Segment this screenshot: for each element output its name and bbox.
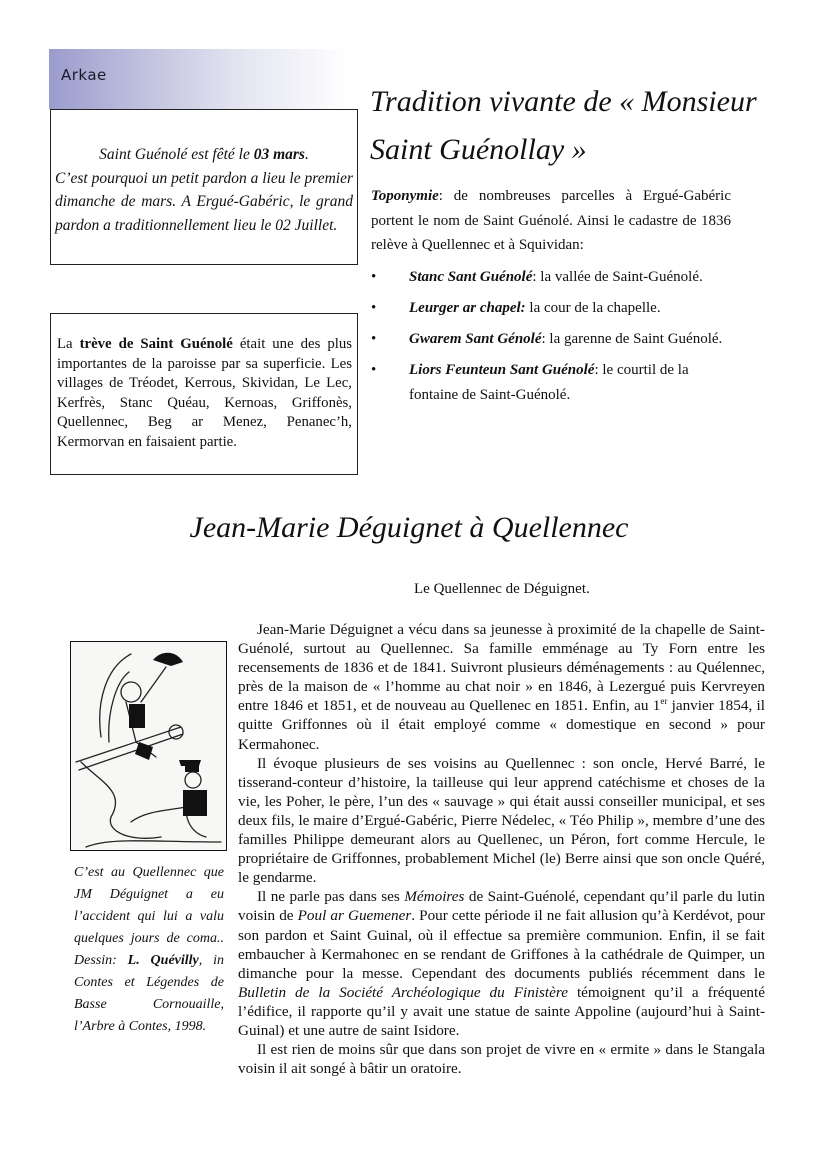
- paragraph-1: Jean-Marie Déguignet a vécu dans sa jeunesse à proximité de la chapelle de Saint-Guénolé, surtout au Quellennec. Sa famille emménage au Ty Forn entre les recensements de 1836 et de 1841. Suivront plusieurs déménagements : au Quélennec, près de la maison de « l’homme au chat noir » en 1846, à Lezergué puis Kervreyen entre 1846 et 1851, et de nouveau au Quellenec en 1851. Enfin, au 1er janvier 1854, il quitte Griffonnes où il était employé comme « domestique en second » pour Kermahonec.: [238, 621, 765, 753]
- bullet-icon: •: [371, 362, 377, 378]
- article-body: [238, 620, 765, 1078]
- toponymie-term: Toponymie: [371, 188, 439, 204]
- illustration-caption: C’est au Quellennec que JM Déguignet a eu l’accident qui lui a valu quelques jours de coma.. Dessin: L. Quévilly, in Contes et Légendes de Basse Cornouaille, l’Arbre à Contes, 1998.: [74, 865, 225, 1034]
- feast-day-line: Saint Guénolé est fêté le 03 mars.: [99, 146, 309, 163]
- header-band: [49, 49, 350, 109]
- paragraph-3: Il ne parle pas dans ses Mémoires de Saint-Guénolé, cependant qu’il parle du lutin voisin de Poul ar Guemener. Pour cette période il ne fait allusion qu’à Kerdévot, pour son pardon et Saint Guinal, où il effectue sa première communion. Enfin, il se fait embaucher à Kermahonec en se rendant de Griffones à la cathédrale de Quimper, un dimanche pour la messe. Cependant des documents publiés récemment dans le Bulletin de la Société Archéologique du Finistère témoignent qu’il a fréquenté l’édifice, il rapporte qu’il y avait une statue de sainte Appoline (aujourd’hui à Saint-Guinal) et une autre de saint Isidore.: [238, 888, 765, 1039]
- treve-box: [50, 313, 358, 475]
- feast-day-box: [50, 109, 358, 265]
- bullet-icon: •: [371, 300, 377, 316]
- section-title-deguignet: Jean-Marie Déguignet à Quellennec: [189, 511, 629, 544]
- feast-date: 03 mars: [253, 146, 305, 163]
- paragraph-2: Il évoque plusieurs de ses voisins au Quellennec : son oncle, Hervé Barré, le tisserand-conteur d’histoire, la tailleuse qui leur apprend catéchisme et choses de la vie, les Poher, le père, l’un des « sauvage » qui était aussi conseiller municipal, et ses deux fils, le maire d’Ergué-Gabéric, Pierre Nédelec, « Téo Philip », membre d’une des familles Philippe demeurant alors au Quellenec, un Péron, fort comme Hercule, le propriétaire de Griffonnes, probablement Michel (le) Berre ainsi que son oncle Quéré, le gendarme.: [238, 754, 765, 887]
- toponym-list: [371, 265, 731, 414]
- list-item: • Liors Feunteun Sant Guénolé: le courtil de la fontaine de Saint-Guénolé.: [371, 358, 731, 408]
- section-title-tradition: Tradition vivante de « Monsieur Saint Guénollay »: [370, 85, 757, 166]
- cartoon-illustration: [70, 641, 227, 851]
- treve-text: La trève de Saint Guénolé était une des plus importantes de la paroisse par sa superficie. Les villages de Tréodet, Kerrous, Skividan, Le Lec, Kerfrès, Stanc Quéau, Kernoas, Griffonès, Quellennec, Beg ar Menez, Penanec’h, Kermorvan en faisaient partie.: [57, 336, 352, 450]
- bullet-icon: •: [371, 331, 377, 347]
- feast-day-text: C’est pourquoi un petit pardon a lieu le premier dimanche de mars. A Ergué-Gabéric, le grand pardon a traditionnellement lieu le 02 Juillet.: [55, 169, 353, 234]
- cartoon-drawing-icon: [71, 642, 225, 849]
- list-item: • Gwarem Sant Génolé: la garenne de Saint Guénolé.: [371, 327, 731, 352]
- caption-author: L. Quévilly: [127, 953, 199, 968]
- treve-term: trève de Saint Guénolé: [79, 336, 233, 352]
- section-subtitle: Le Quellennec de Déguignet.: [414, 581, 590, 597]
- list-item: • Stanc Sant Guénolé: la vallée de Saint-Guénolé.: [371, 265, 731, 290]
- list-item: • Leurger ar chapel: la cour de la chapelle.: [371, 296, 731, 321]
- bullet-icon: •: [371, 269, 377, 285]
- brand-label: Arkae: [61, 66, 107, 84]
- toponymie-intro: Toponymie: de nombreuses parcelles à Ergué-Gabéric portent le nom de Saint Guénolé. Ainsi le cadastre de 1836 relève à Quellennec et à Squividan:: [371, 188, 731, 253]
- paragraph-4: Il est rien de moins sûr que dans son projet de vivre en « ermite » dans le Stangala voisin il ait songé à bâtir un oratoire.: [238, 1041, 765, 1078]
